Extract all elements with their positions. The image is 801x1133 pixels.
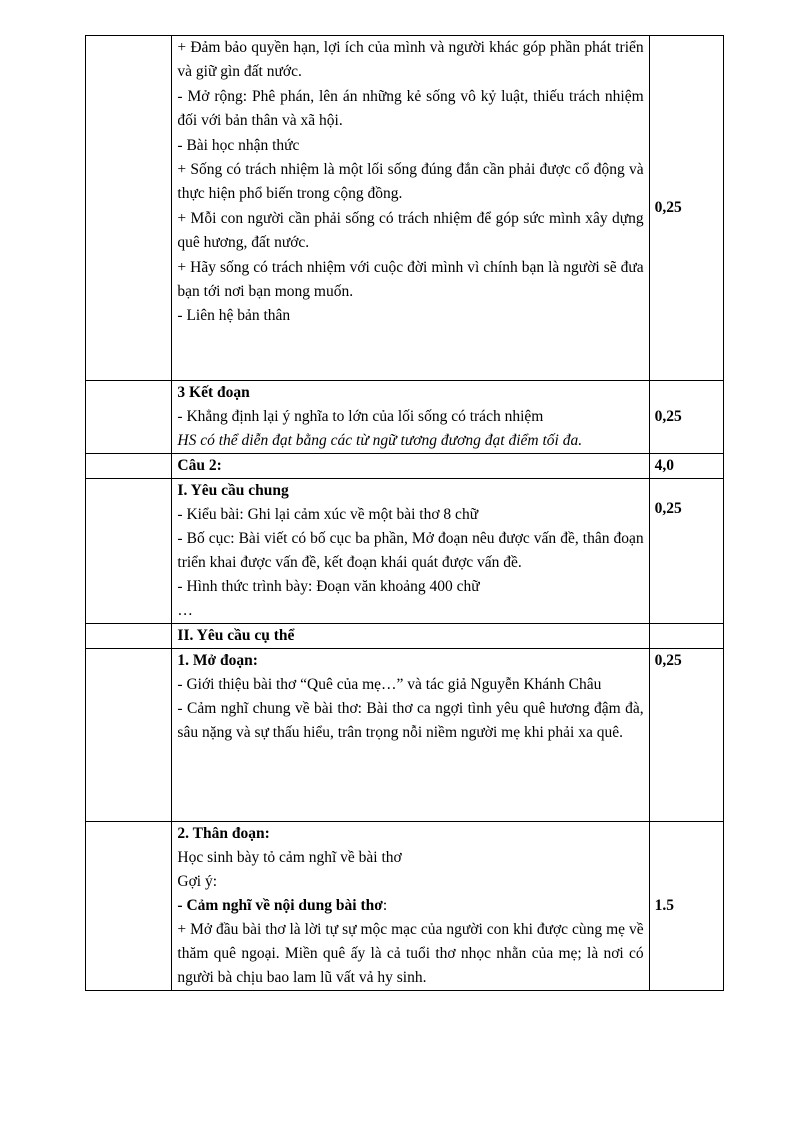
section-heading: I. Yêu cầu chung — [177, 482, 289, 499]
empty-cell — [86, 624, 172, 649]
question-heading — [172, 454, 649, 479]
table-row — [86, 479, 724, 624]
score-cell — [649, 649, 723, 822]
score-cell — [649, 479, 723, 624]
empty-cell — [86, 454, 172, 479]
sub-heading — [177, 894, 643, 918]
content-paragraph: + Mở đầu bài thơ là lời tự sự mộc mạc của người con khi được cùng mẹ về thăm quê ngoại. Miền quê ấy là cả tuổi thơ nhọc nhằn của mẹ; là nơi có người bà chịu bao lam lũ vất vả hy sinh. — [177, 921, 644, 986]
sub-heading-colon: : — [382, 897, 388, 914]
content-cell — [172, 822, 649, 991]
content-line: - Liên hệ bản thân — [177, 307, 291, 325]
table-row — [86, 454, 724, 479]
score-cell — [649, 624, 723, 649]
content-line: - Bài học nhận thức — [177, 136, 300, 154]
content-line: Học sinh bày tỏ cảm nghĩ về bài thơ — [177, 849, 402, 866]
grading-table — [85, 35, 724, 991]
content-line: - Mở rộng: Phê phán, lên án những kẻ sống vô kỷ luật, thiếu trách nhiệm đối với bản thân và xã hội. — [177, 87, 644, 130]
table-row — [86, 649, 724, 822]
content-line: + Hãy sống có trách nhiệm với cuộc đời mình vì chính bạn là người sẽ đưa bạn tới nơi bạn mong muốn. — [177, 258, 644, 301]
section-heading-cell — [172, 624, 649, 649]
content-line: - Bố cục: Bài viết có bố cục ba phần, Mở đoạn nêu được vấn đề, thân đoạn triển khai được vấn đề, kết đoạn khái quát được vấn đề. — [177, 530, 644, 571]
empty-cell — [86, 36, 172, 381]
score-cell — [649, 381, 723, 454]
section-heading: 2. Thân đoạn: — [177, 825, 270, 842]
score-value: 0,25 — [654, 500, 682, 517]
content-cell — [172, 649, 649, 822]
content-line: + Đảm bảo quyền hạn, lợi ích của mình và người khác góp phần phát triển và giữ gìn đất nước. — [177, 39, 644, 81]
content-line: + Mỗi con người cần phải sống có trách nhiệm để góp sức mình xây dựng quê hương, đất nước. — [177, 209, 644, 252]
empty-cell — [86, 479, 172, 624]
content-line: Gợi ý: — [177, 873, 218, 890]
empty-cell — [86, 649, 172, 822]
section-heading: 3 Kết đoạn — [177, 384, 250, 401]
score-value: 0,25 — [654, 652, 682, 669]
sub-heading-text: - Cảm nghĩ về nội dung bài thơ — [177, 897, 383, 914]
score-cell — [649, 822, 723, 991]
table-row — [86, 381, 724, 454]
score-value: 4,0 — [654, 457, 675, 474]
score-cell — [649, 36, 723, 381]
question-label: Câu 2: — [177, 457, 222, 474]
section-heading: 1. Mở đoạn: — [177, 652, 258, 669]
content-line: - Hình thức trình bày: Đoạn văn khoảng 400 chữ — [177, 578, 480, 595]
content-cell — [172, 36, 649, 381]
content-cell — [172, 381, 649, 454]
empty-cell — [86, 822, 172, 991]
table-row — [86, 624, 724, 649]
score-value: 0,25 — [654, 199, 682, 216]
section-heading: II. Yêu cầu cụ thể — [177, 627, 295, 644]
content-cell — [172, 479, 649, 624]
score-value: 0,25 — [654, 408, 682, 425]
note-text: HS có thể diễn đạt bằng các từ ngữ tương đương đạt điểm tối đa. — [177, 432, 583, 449]
content-line: - Khẳng định lại ý nghĩa to lớn của lối sống có trách nhiệm — [177, 408, 544, 425]
content-line: - Kiểu bài: Ghi lại cảm xúc về một bài thơ 8 chữ — [177, 506, 479, 523]
content-line: + Sống có trách nhiệm là một lối sống đúng đắn cần phải được cổ động và thực hiện phổ biến trong cộng đồng. — [177, 161, 644, 203]
content-line: - Cảm nghĩ chung về bài thơ: Bài thơ ca ngợi tình yêu quê hương đậm đà, sâu nặng và sự thấu hiểu, trân trọng nỗi niềm người mẹ khi phải xa quê. — [177, 700, 644, 741]
table-row — [86, 36, 724, 381]
table-row — [86, 822, 724, 991]
score-cell — [649, 454, 723, 479]
empty-cell — [86, 381, 172, 454]
score-value: 1.5 — [654, 897, 675, 914]
content-line: … — [177, 602, 193, 619]
content-line: - Giới thiệu bài thơ “Quê của mẹ…” và tác giả Nguyễn Khánh Châu — [177, 676, 602, 693]
